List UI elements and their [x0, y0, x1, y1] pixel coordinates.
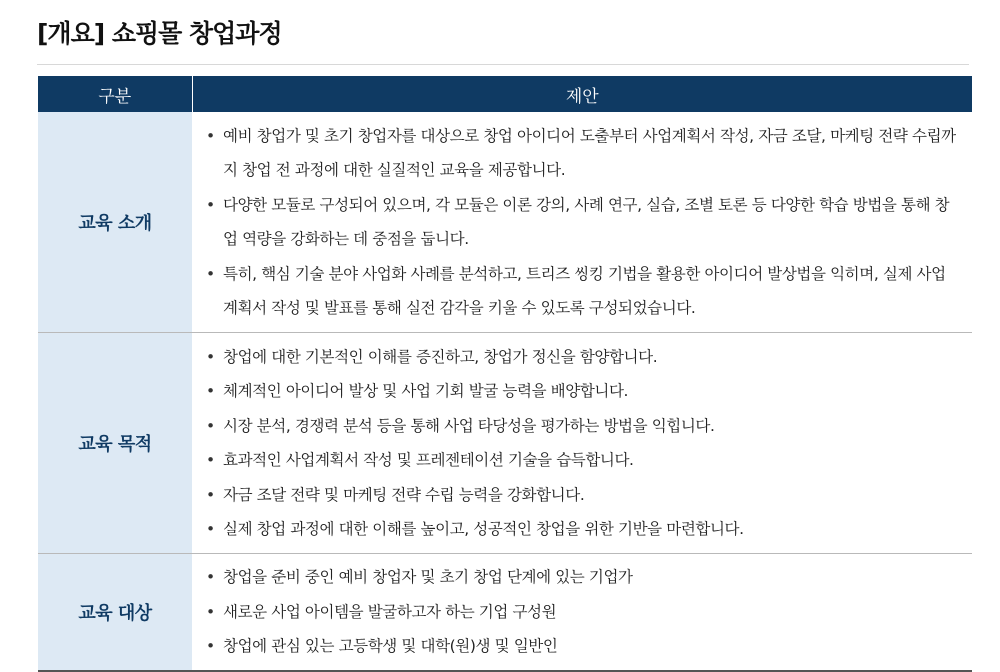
content-goal: [192, 333, 972, 554]
list-item: • 새로운 사업 아이템을 발굴하고자 하는 기업 구성원: [202, 595, 958, 630]
list-item: • 다양한 모듈로 구성되어 있으며, 각 모듈은 이론 강의, 사례 연구, 실습, 조별 토론 등 다양한 학습 방법을 통해 창업 역량을 강화하는 데 중점을 둡니다.: [202, 188, 958, 257]
title-divider: [37, 64, 969, 65]
category-target: 교육 대상: [38, 554, 192, 672]
bullet-list-intro: [202, 119, 958, 326]
list-item: • 창업을 준비 중인 예비 창업자 및 초기 창업 단계에 있는 기업가: [202, 560, 958, 595]
list-item: • 창업에 관심 있는 고등학생 및 대학(원)생 및 일반인: [202, 629, 958, 664]
section-goal-row: [38, 333, 972, 554]
overview-table: [38, 76, 972, 672]
section-target-row: [38, 554, 972, 672]
list-item: • 특히, 핵심 기술 분야 사업화 사례를 분석하고, 트리즈 씽킹 기법을 활용한 아이디어 발상법을 익히며, 실제 사업계획서 작성 및 발표를 통해 실전 감각을 키울 수 있도록 구성되었습니다.: [202, 257, 958, 326]
list-item: • 효과적인 사업계획서 작성 및 프레젠테이션 기술을 습득합니다.: [202, 443, 958, 478]
list-item: • 자금 조달 전략 및 마케팅 전략 수립 능력을 강화합니다.: [202, 478, 958, 513]
header-proposal: 제안: [192, 76, 972, 112]
list-item: • 체계적인 아이디어 발상 및 사업 기회 발굴 능력을 배양합니다.: [202, 374, 958, 409]
section-intro-row: [38, 112, 972, 333]
category-intro: 교육 소개: [38, 112, 192, 333]
list-item: • 예비 창업가 및 초기 창업자를 대상으로 창업 아이디어 도출부터 사업계획서 작성, 자금 조달, 마케팅 전략 수립까지 창업 전 과정에 대한 실질적인 교육을 제공합니다.: [202, 119, 958, 188]
list-item: • 실제 창업 과정에 대한 이해를 높이고, 성공적인 창업을 위한 기반을 마련합니다.: [202, 512, 958, 547]
bullet-list-goal: [202, 340, 958, 547]
table-header-row: [38, 76, 972, 112]
bullet-list-target: [202, 560, 958, 664]
list-item: • 시장 분석, 경쟁력 분석 등을 통해 사업 타당성을 평가하는 방법을 익힙니다.: [202, 409, 958, 444]
content-intro: [192, 112, 972, 333]
category-goal: 교육 목적: [38, 333, 192, 554]
page-title: [개요] 쇼핑몰 창업과정: [37, 19, 282, 48]
content-target: [192, 554, 972, 672]
header-category: 구분: [38, 76, 192, 112]
list-item: • 창업에 대한 기본적인 이해를 증진하고, 창업가 정신을 함양합니다.: [202, 340, 958, 375]
